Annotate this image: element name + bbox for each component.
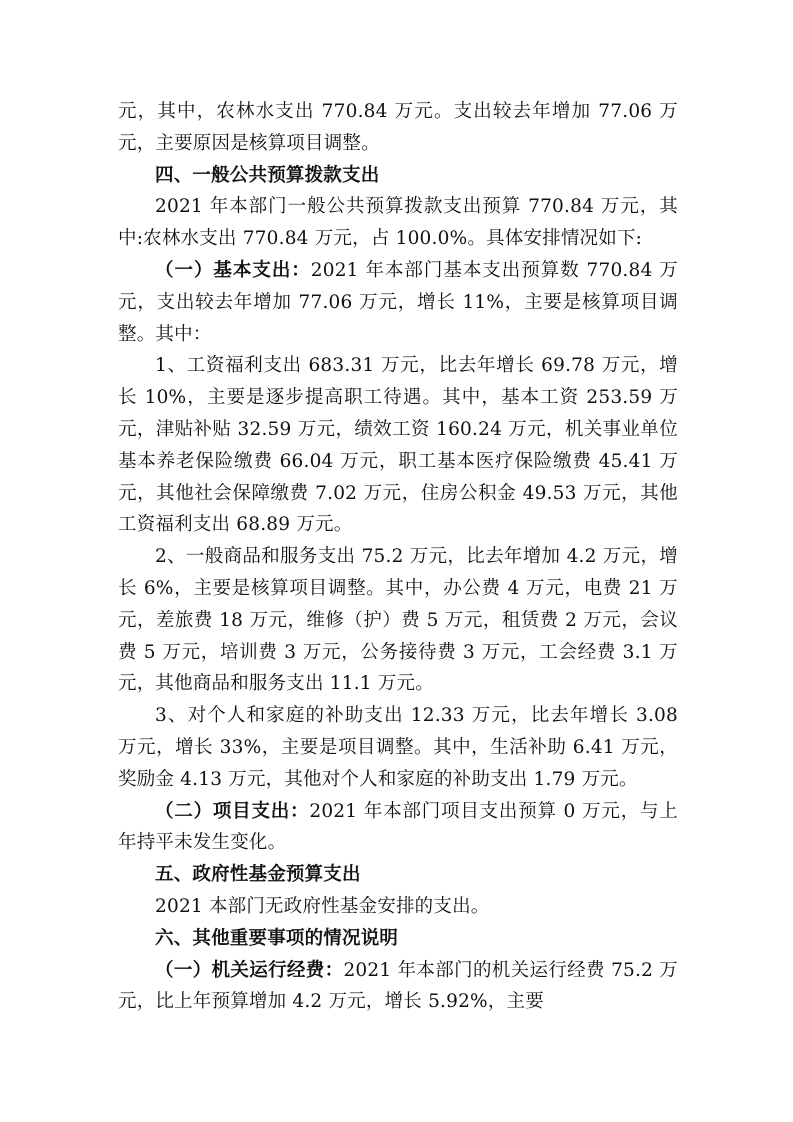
operating-expenses-label: （一）机关运行经费： (155, 959, 344, 981)
paragraph-budget-summary: 元，其中，农林水支出 770.84 万元。支出较去年增加 77.06 万元，主要原因是核算项目调整。 (118, 101, 678, 154)
paragraph-subsidies: 3、对个人和家庭的补助支出 12.33 万元，比去年增长 3.08 万元，增长 33%，主要是项目调整。其中，生活补助 6.41 万元，奖励金 4.13 万元，其他对个人和家庭的补助支出 1.79 万元。 (118, 705, 678, 790)
paragraph-general-public-budget: 2021 年本部门一般公共预算拨款支出预算 770.84 万元，其中:农林水支出 770.84 万元，占 100.0%。具体安排情况如下: (118, 196, 678, 250)
paragraph-goods-services: 2、一般商品和服务支出 75.2 万元，比去年增加 4.2 万元，增长 6%，主要是核算项目调整。其中，办公费 4 万元，电费 21 万元，差旅费 18 万元，维修（护）费 5 万元，租赁费 2 万元，会议费 5 万元，培训费 3 万元，公务接待费 3 万元，工会经费 3.1 万元，其他商品和服务支出 11.1 万元。 (118, 546, 678, 695)
paragraph-government-fund: 2021 本部门无政府性基金安排的支出。 (155, 895, 490, 917)
project-expenditure-text: 2021 年本部门项目支出预算 0 万元，与上年持平未发生变化。 (118, 800, 678, 854)
paragraph-operating-expenses (118, 955, 678, 1019)
paragraph-project-expenditure (118, 796, 678, 860)
heading-government-fund-budget: 五、政府性基金预算支出 (155, 864, 361, 886)
project-expenditure-label: （二）项目支出： (155, 800, 310, 822)
document-body (118, 96, 678, 1018)
basic-expenditure-text: 2021 年本部门基本支出预算数 770.84 万元，支出较去年增加 77.06 万元，增长 11%，主要是核算项目调整。其中： (118, 259, 678, 345)
heading-general-public-budget-appropriation: 四、一般公共预算拨款支出 (155, 164, 380, 186)
paragraph-basic-expenditure (118, 255, 678, 350)
paragraph-salary-welfare: 1、工资福利支出 683.31 万元，比去年增长 69.78 万元，增长 10%，主要是逐步提高职工待遇。其中，基本工资 253.59 万元，津贴补贴 32.59 万元，绩效工资 160.24 万元，机关事业单位基本养老保险缴费 66.04 万元，职工基本医疗保险缴费 45.41 万元，其他社会保障缴费 7.02 万元，住房公积金 49.53 万元，其他工资福利支出 68.89 万元。 (118, 355, 678, 536)
operating-expenses-text: 2021 年本部门的机关运行经费 75.2 万元，比上年预算增加 4.2 万元，增长 5.92%，主要 (118, 959, 678, 1013)
heading-other-important-matters: 六、其他重要事项的情况说明 (155, 927, 399, 949)
basic-expenditure-label: （一）基本支出： (155, 259, 311, 281)
